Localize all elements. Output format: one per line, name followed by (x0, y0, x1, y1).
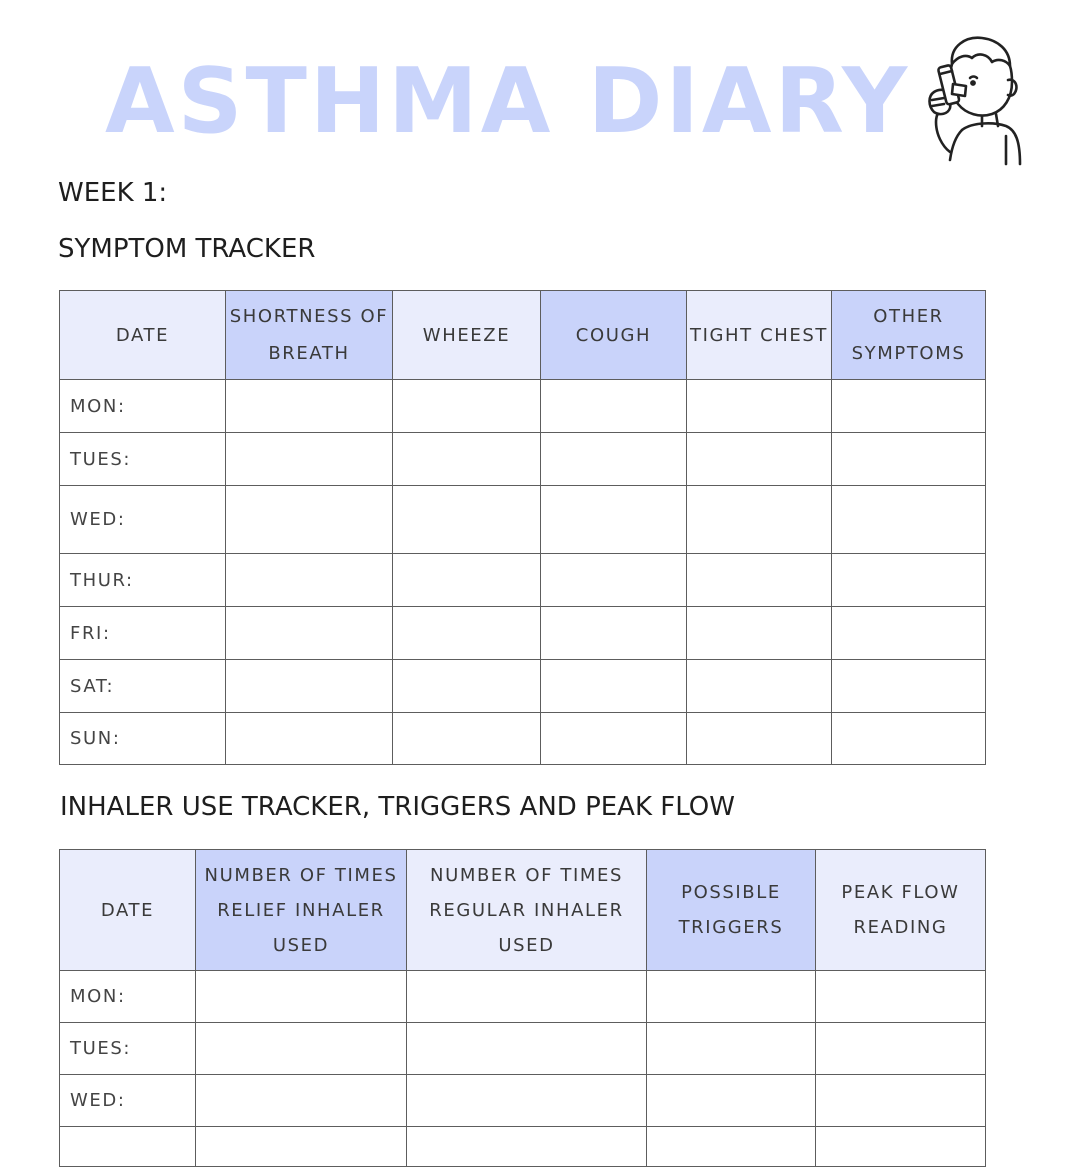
entry-cell[interactable] (816, 971, 986, 1023)
entry-cell[interactable] (226, 607, 393, 660)
entry-cell[interactable] (407, 1075, 647, 1127)
col-header-date: DATE (60, 850, 196, 971)
col-header-cough: COUGH (541, 291, 687, 380)
day-label: SAT: (60, 660, 226, 713)
entry-cell[interactable] (647, 971, 816, 1023)
entry-cell[interactable] (832, 554, 986, 607)
col-header-shortness-of-breath: SHORTNESS OF BREATH (226, 291, 393, 380)
entry-cell[interactable] (407, 971, 647, 1023)
day-label: SUN: (60, 713, 226, 765)
table-header-row (60, 291, 986, 380)
entry-cell[interactable] (832, 660, 986, 713)
entry-cell[interactable] (407, 1127, 647, 1167)
page-title: ASTHMA DIARY (105, 49, 911, 154)
day-label: WED: (60, 486, 226, 554)
entry-cell[interactable] (196, 971, 407, 1023)
entry-cell[interactable] (393, 660, 541, 713)
day-label: THUR: (60, 554, 226, 607)
inhaler-tracker-table (59, 849, 986, 1167)
entry-cell[interactable] (687, 713, 832, 765)
col-header-relief-inhaler-uses: NUMBER OF TIMES RELIEF INHALER USED (196, 850, 407, 971)
entry-cell[interactable] (832, 607, 986, 660)
entry-cell[interactable] (832, 486, 986, 554)
entry-cell[interactable] (687, 433, 832, 486)
entry-cell[interactable] (541, 713, 687, 765)
entry-cell[interactable] (647, 1127, 816, 1167)
entry-cell[interactable] (541, 380, 687, 433)
table-row (60, 971, 986, 1023)
table-header-row (60, 850, 986, 971)
entry-cell[interactable] (393, 380, 541, 433)
entry-cell[interactable] (226, 433, 393, 486)
day-label: WED: (60, 1075, 196, 1127)
entry-cell[interactable] (226, 380, 393, 433)
entry-cell[interactable] (541, 660, 687, 713)
table-row (60, 486, 986, 554)
entry-cell[interactable] (816, 1075, 986, 1127)
entry-cell[interactable] (687, 607, 832, 660)
table-row (60, 1127, 986, 1167)
table-row (60, 607, 986, 660)
entry-cell[interactable] (687, 486, 832, 554)
table-row (60, 380, 986, 433)
entry-cell[interactable] (393, 433, 541, 486)
day-label: FRI: (60, 607, 226, 660)
col-header-possible-triggers: POSSIBLE TRIGGERS (647, 850, 816, 971)
entry-cell[interactable] (196, 1075, 407, 1127)
entry-cell[interactable] (226, 713, 393, 765)
entry-cell[interactable] (393, 554, 541, 607)
entry-cell[interactable] (647, 1075, 816, 1127)
day-label (60, 1127, 196, 1167)
inhaler-tracker-heading: INHALER USE TRACKER, TRIGGERS AND PEAK FLOW (60, 792, 735, 822)
entry-cell[interactable] (541, 486, 687, 554)
day-label: MON: (60, 380, 226, 433)
entry-cell[interactable] (816, 1023, 986, 1075)
entry-cell[interactable] (393, 486, 541, 554)
table-row (60, 660, 986, 713)
entry-cell[interactable] (832, 713, 986, 765)
entry-cell[interactable] (541, 433, 687, 486)
col-header-other-symptoms: OTHER SYMPTOMS (832, 291, 986, 380)
entry-cell[interactable] (687, 380, 832, 433)
entry-cell[interactable] (407, 1023, 647, 1075)
col-header-tight-chest: TIGHT CHEST (687, 291, 832, 380)
entry-cell[interactable] (226, 554, 393, 607)
entry-cell[interactable] (687, 660, 832, 713)
entry-cell[interactable] (832, 433, 986, 486)
entry-cell[interactable] (541, 607, 687, 660)
week-label: WEEK 1: (58, 178, 168, 208)
col-header-peak-flow-reading: PEAK FLOW READING (816, 850, 986, 971)
entry-cell[interactable] (226, 660, 393, 713)
col-header-regular-inhaler-uses: NUMBER OF TIMES REGULAR INHALER USED (407, 850, 647, 971)
table-row (60, 1075, 986, 1127)
day-label: TUES: (60, 1023, 196, 1075)
entry-cell[interactable] (226, 486, 393, 554)
entry-cell[interactable] (816, 1127, 986, 1167)
child-using-inhaler-icon (922, 34, 1026, 170)
entry-cell[interactable] (196, 1023, 407, 1075)
symptom-tracker-heading: SYMPTOM TRACKER (58, 234, 316, 264)
col-header-date: DATE (60, 291, 226, 380)
entry-cell[interactable] (541, 554, 687, 607)
table-row (60, 433, 986, 486)
entry-cell[interactable] (196, 1127, 407, 1167)
symptom-tracker-table (59, 290, 986, 765)
entry-cell[interactable] (687, 554, 832, 607)
entry-cell[interactable] (647, 1023, 816, 1075)
day-label: MON: (60, 971, 196, 1023)
col-header-wheeze: WHEEZE (393, 291, 541, 380)
entry-cell[interactable] (393, 713, 541, 765)
entry-cell[interactable] (832, 380, 986, 433)
table-row (60, 713, 986, 765)
table-row (60, 554, 986, 607)
table-row (60, 1023, 986, 1075)
day-label: TUES: (60, 433, 226, 486)
entry-cell[interactable] (393, 607, 541, 660)
